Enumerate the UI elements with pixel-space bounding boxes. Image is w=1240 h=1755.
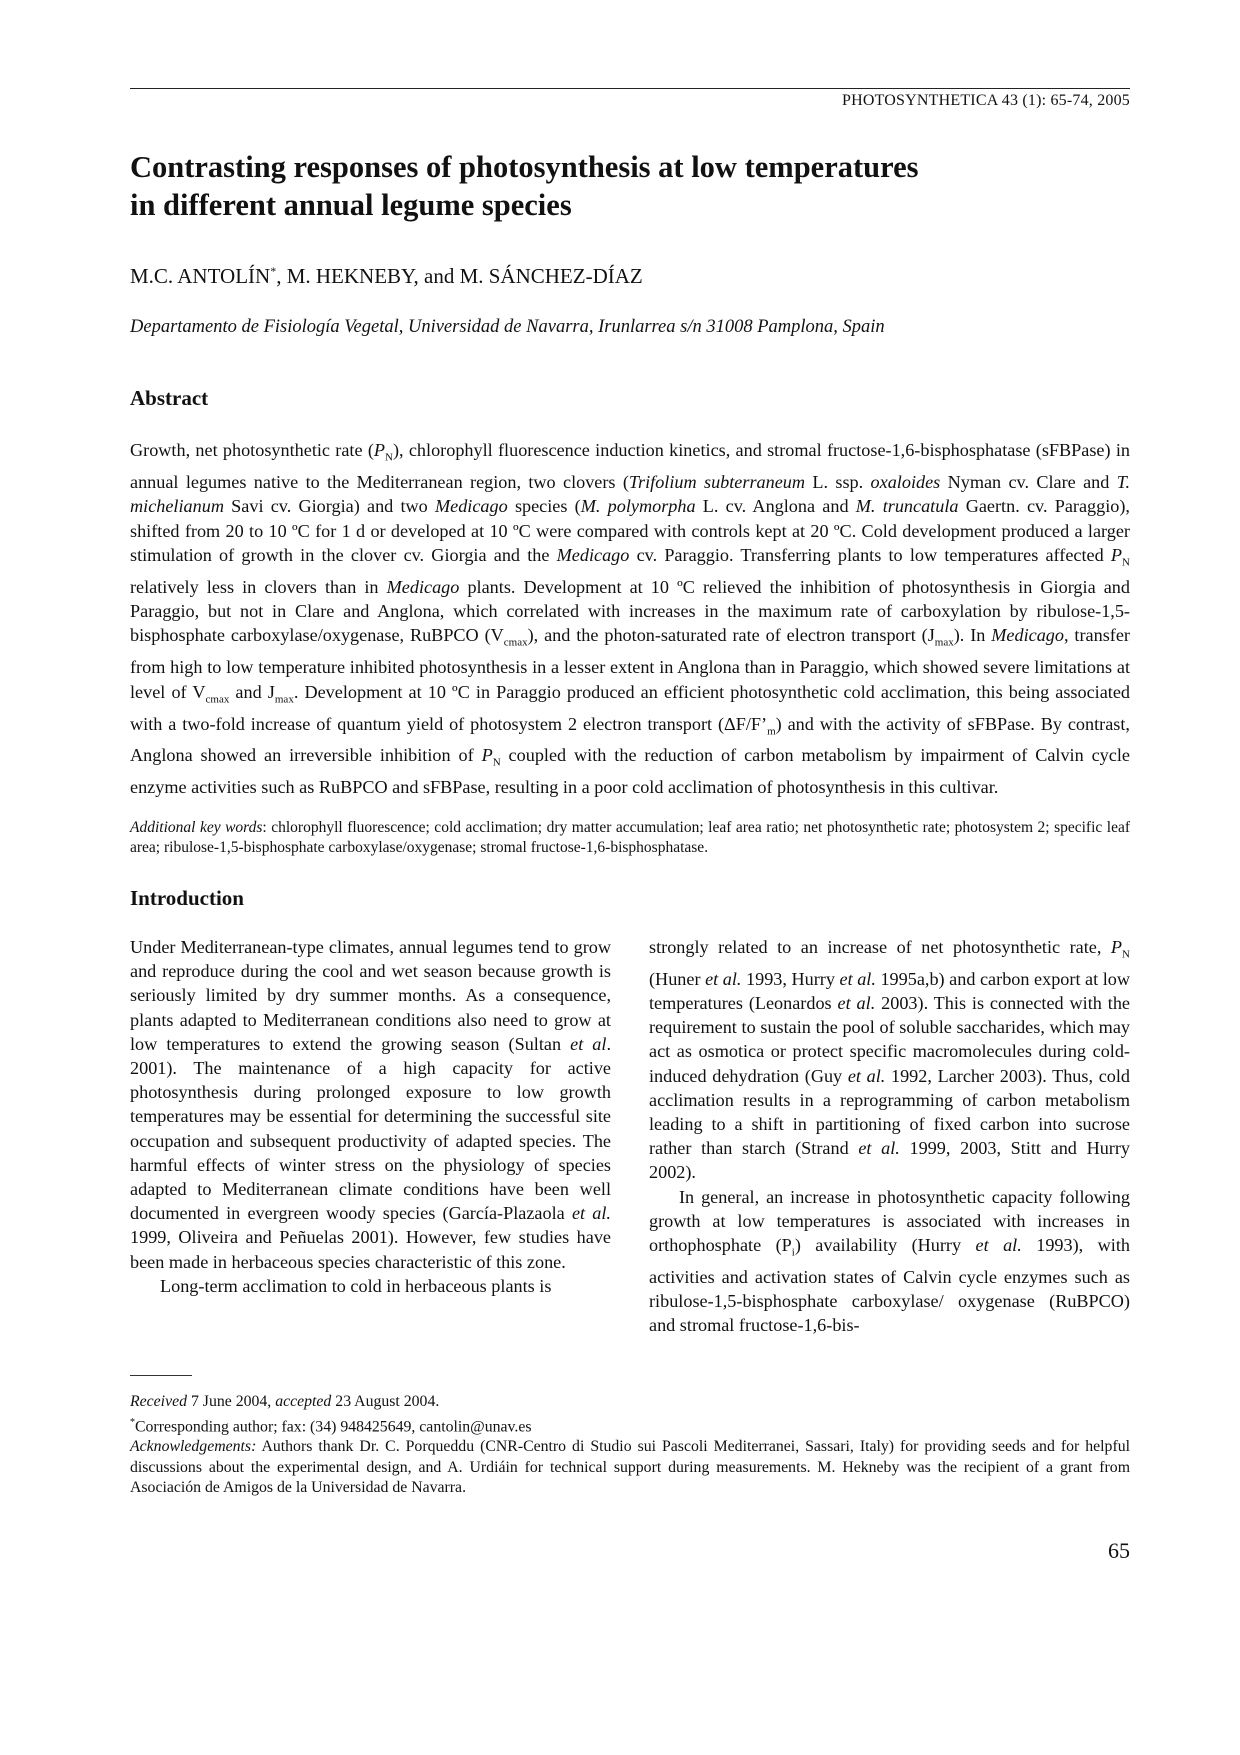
footnote-rule — [130, 1375, 192, 1376]
acknowledgements-text: Authors thank Dr. C. Porqueddu (CNR-Centro di Studio sui Pascoli Mediterranei, Sassari, Italy) for providing seeds and for helpful discussions about the experimental design, and A. Urdiáin for technical support during measurements. M. Hekneby was the recipient of a grant from Asociación de Amigos de la Universidad de Navarra. — [130, 1438, 1130, 1497]
intro-paragraph-2: Long-term acclimation to cold in herbaceous plants is — [160, 1275, 552, 1296]
title-line-2: in different annual legume species — [130, 188, 572, 222]
keywords-label: Additional key words — [130, 819, 263, 836]
corresponding-author-text: Corresponding author; fax: (34) 948425649, cantolin@unav.es — [135, 1417, 532, 1435]
accepted-date: 23 August 2004. — [331, 1393, 440, 1410]
other-authors: , M. HEKNEBY, and M. SÁNCHEZ-DÍAZ — [276, 264, 643, 288]
author-list — [130, 264, 643, 289]
received-accepted-dates — [130, 1392, 1130, 1413]
intro-paragraph-2-continued: strongly related to an increase of net photosynthetic rate, $P_N$ (Huner et al. 1993, Hurry et al. 1995a,b) and carbon export at low temperatures (Leonardos et al. 2003). This is connected with the requirement to sustain the pool of soluble saccharides, which may act as osmotica or protect specific macromolecules during cold-induced dehydration (Guy et al. 1992, Larcher 2003). Thus, cold acclimation results in a reprogramming of carbon metabolism leading to a shift in partitioning of fixed carbon into sucrose rather than starch (Strand et al. 1999, 2003, Stitt and Hurry 2002). — [649, 937, 1131, 1183]
page-number: 65 — [1108, 1538, 1130, 1563]
received-date: 7 June 2004, — [187, 1393, 276, 1410]
intro-paragraph-1: Under Mediterranean-type climates, annual legumes tend to grow and reproduce during the cool and wet season because growth is seriously limited by dry summer months. As a consequence, plants adapted to Mediterranean conditions also need to grow at low temperatures to extend the growing season (Sultan et al. 2001). The maintenance of a high capacity for active photosynthesis during prolonged exposure to low growth temperatures may be essential for determining the successful site occupation and subsequent productivity of adapted species. The harmful effects of winter stress on the physiology of species adapted to Mediterranean climate conditions have been well documented in evergreen woody species (García-Plazaola et al. 1999, Oliveira and Peñuelas 2001). However, few studies have been made in herbaceous species characteristic of this zone. — [130, 937, 611, 1272]
acknowledgements-label: Acknowledgements: — [130, 1438, 257, 1456]
affiliation: Departamento de Fisiología Vegetal, Universidad de Navarra, Irunlarrea s/n 31008 Pamplona, Spain — [130, 317, 885, 337]
article-title — [130, 148, 1030, 224]
acknowledgements — [130, 1437, 1130, 1499]
abstract-text: Growth, net photosynthetic rate $(P_N)$, chlorophyll fluorescence induction kinetics, and stromal fructose-1,6-bisphosphatase (sFBPase) in annual legumes native to the Mediterranean region, two clovers (Trifolium subterraneum L. ssp. oxaloides Nyman cv. Clare and T. michelianum Savi cv. Giorgia) and two Medicago species (M. polymorpha L. cv. Anglona and M. truncatula Gaertn. cv. Paraggio), shifted from 20 to 10 ºC for 1 d or developed at 10 ºC were compared with controls kept at 20 ºC. Cold development produced a larger stimulation of growth in the clover cv. Giorgia and the Medicago cv. Paraggio. Transferring plants to low temperatures affected $P_N$ relatively less in clovers than in Medicago plants. Development at 10 ºC relieved the inhibition of photosynthesis in Giorgia and Paraggio, but not in Clare and Anglona, which correlated with increases in the maximum rate of carboxylation by ribulose-1,5-bisphosphate carboxylase/oxygenase, RuBPCO $(V_{cmax})$, and the photon-saturated rate of electron transport $(J_{max})$. In Medicago, transfer from high to low temperature inhibited photosynthesis in a lesser extent in Anglona than in Paraggio, which showed severe limitations at level of $V_{cmax}$ and $J_{max}$. Development at 10 ºC in Paraggio produced an efficient photosynthetic cold acclimation, this being associated with a two-fold increase of quantum yield of photosystem 2 electron transport $(\Delta F/F’_m)$ and with the activity of sFBPase. By contrast, Anglona showed an irreversible inhibition of $P_N$ coupled with the reduction of carbon metabolism by impairment of Calvin cycle enzyme activities such as RuBPCO and sFBPase, resulting in a poor cold acclimation of photosynthesis in this cultivar. — [130, 440, 1131, 798]
introduction-right-column — [649, 935, 1130, 1338]
additional-key-words — [130, 818, 1130, 858]
corresponding-author-mark: * — [270, 264, 277, 278]
keywords-text: : chlorophyll fluorescence; cold acclimation; dry matter accumulation; leaf area ratio; net photosynthetic rate; photosystem 2; specific leaf area; ribulose-1,5-bisphosphate carboxylase/oxygenase; stromal fructose-1,6-bisphosphatase. — [130, 819, 1130, 856]
received-label: Received — [130, 1393, 187, 1410]
introduction-left-column — [130, 935, 611, 1298]
corresponding-mark: * — [130, 1416, 135, 1428]
footnotes — [130, 1392, 1130, 1499]
corresponding-author-note — [130, 1413, 1130, 1438]
title-line-1: Contrasting responses of photosynthesis at low temperatures — [130, 150, 919, 184]
accepted-label: accepted — [275, 1393, 332, 1410]
abstract-heading: Abstract — [130, 386, 209, 410]
intro-paragraph-3: In general, an increase in photosynthetic capacity following growth at low temperatures is associated with increases in orthophosphate $(P_i)$ availability (Hurry et al. 1993), with activities and activation states of Calvin cycle enzymes such as ribulose-1,5-bisphosphate carboxylase/ oxygenase (RuBPCO) and stromal fructose-1,6-bis- — [649, 1186, 1130, 1336]
author-1: M.C. ANTOLÍN — [130, 264, 271, 288]
journal-reference: PHOTOSYNTHETICA 43 (1): 65-74, 2005 — [841, 92, 1130, 109]
introduction-heading: Introduction — [130, 886, 244, 910]
header-rule — [130, 88, 1130, 89]
